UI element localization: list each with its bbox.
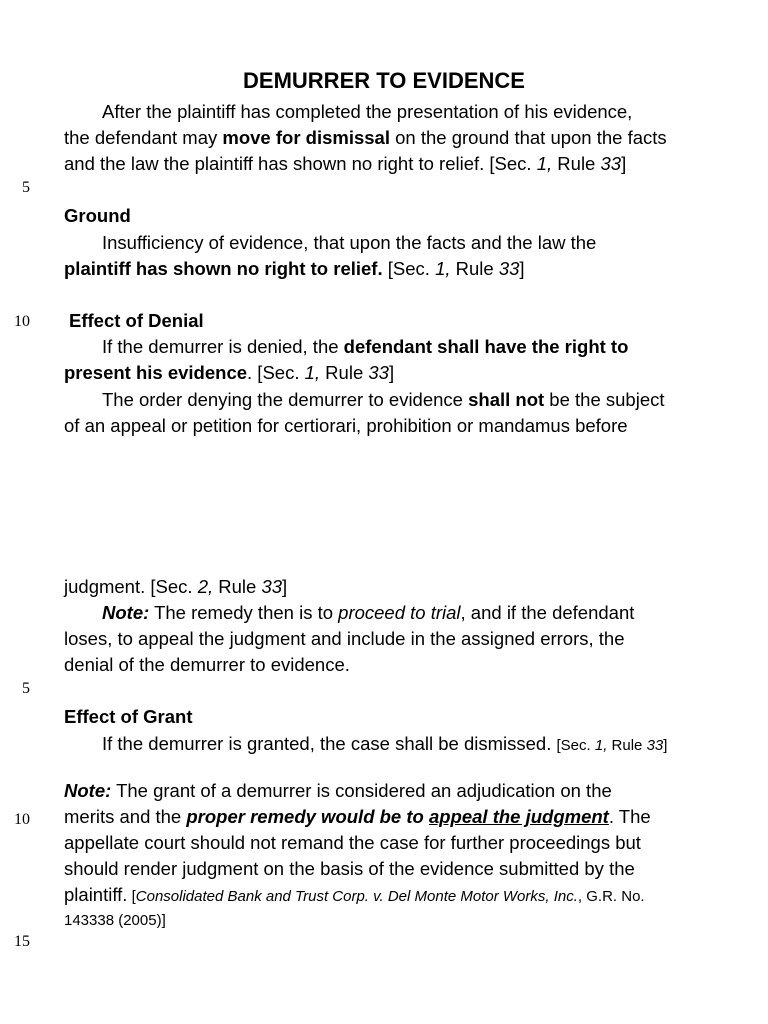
section-number: 1, [536,153,553,174]
citation-line: 143338 (2005)] [64,912,166,929]
emphasis-underlined-text: appeal the judgment [428,806,609,827]
text-run: . [Sec. [247,362,305,383]
paragraph-line [64,256,525,282]
rule-number: 33 [498,258,520,279]
note-label: Note: [102,602,150,623]
paragraph-line [64,778,612,804]
text-run: the defendant may [64,127,223,148]
rule-number: 33 [368,362,389,383]
emphasis-text: shall not [468,389,545,410]
text-run: ] [282,576,288,597]
text-run: plaintiff. [64,884,128,905]
paragraph-line: Insufficiency of evidence, that upon the facts and the law the [102,232,597,253]
paragraph-line [102,387,665,413]
paragraph-line: After the plaintiff has completed the presentation of his evidence, [102,101,633,122]
citation-text [127,888,644,905]
paragraph-line [102,334,628,360]
emphasis-text: proceed to trial [338,602,461,623]
paragraph-line [102,600,634,626]
section-heading-denial: Effect of Denial [69,310,204,331]
emphasis-text: plaintiff has shown no right to relief. [64,258,383,279]
text-run: merits and the [64,806,187,827]
text-run: If the demurrer is granted, the case shall be dismissed. [102,733,557,754]
emphasis-text: proper remedy would be to [186,806,429,827]
text-run: The grant of a demurrer is considered an adjudication on the [111,780,612,801]
text-run: Rule [213,576,262,597]
text-run: judgment. [Sec. [64,576,198,597]
emphasis-text: present his evidence [64,362,248,383]
line-number: 5 [22,680,30,697]
text-run: The order denying the demurrer to evidence [102,389,469,410]
emphasis-text: move for dismissal [222,127,390,148]
text-run: ] [621,153,627,174]
line-number: 15 [14,933,30,950]
text-run: Rule [320,362,369,383]
paragraph-line [64,151,626,177]
paragraph-line: appellate court should not remand the case for further proceedings but [64,832,641,853]
paragraph-line [102,731,667,759]
rule-number: 33 [261,576,283,597]
rule-number: 33 [646,737,664,754]
section-number: 1, [594,737,608,754]
section-heading-grant: Effect of Grant [64,706,193,727]
case-name: Consolidated Bank and Trust Corp. v. Del Monte Motor Works, Inc. [135,888,578,905]
paragraph-line [64,574,287,600]
paragraph-line [64,125,667,151]
text-run: be the subject [544,389,665,410]
section-number: 1, [435,258,451,279]
text-run: . The [608,806,651,827]
text-run: ] [663,737,668,754]
paragraph-line: loses, to appeal the judgment and include in the assigned errors, the [64,628,625,649]
note-label: Note: [64,780,112,801]
text-run: ] [388,362,395,383]
text-run: The remedy then is to [149,602,339,623]
text-run: on the ground that upon the facts [389,127,667,148]
line-number: 10 [14,811,30,828]
paragraph-line [64,882,645,910]
paragraph-line [64,804,651,830]
emphasis-text: defendant shall have the right to [343,336,629,357]
section-number: 1, [304,362,321,383]
paragraph-line: denial of the demurrer to evidence. [64,654,350,675]
text-run: [ [127,888,136,905]
text-run: Rule [552,153,601,174]
line-number: 10 [14,313,30,330]
section-heading-ground: Ground [64,205,131,226]
paragraph-line [64,360,394,386]
text-run: Rule [607,737,647,754]
citation-text [557,737,668,754]
text-run: , and if the defendant [460,602,635,623]
text-run: [Sec. [556,737,595,754]
page-title: DEMURRER TO EVIDENCE [243,68,525,93]
paragraph-line: of an appeal or petition for certiorari, prohibition or mandamus before [64,415,628,436]
text-run: Rule [450,258,499,279]
text-run: [Sec. [382,258,436,279]
text-run: If the demurrer is denied, the [102,336,344,357]
paragraph-line: should render judgment on the basis of the evidence submitted by the [64,858,635,879]
text-run: , G.R. No. [577,888,645,905]
section-number: 2, [197,576,214,597]
text-run: and the law the plaintiff has shown no right to relief. [Sec. [64,153,537,174]
rule-number: 33 [600,153,622,174]
text-run: ] [519,258,525,279]
line-number: 5 [22,179,30,196]
